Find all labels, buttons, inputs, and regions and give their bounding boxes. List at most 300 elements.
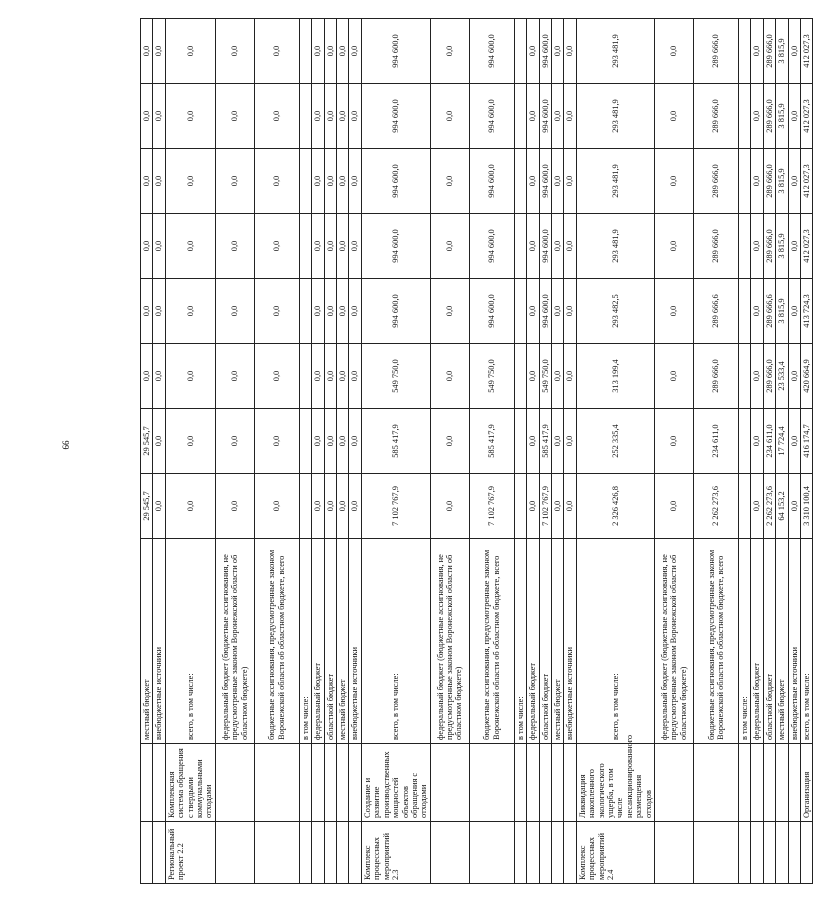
value-cell <box>299 409 311 474</box>
value-cell: 0,0 <box>751 149 763 214</box>
funding-source-cell: внебюджетные источники <box>564 539 576 744</box>
value-cell: 7 102 767,9 <box>361 474 430 539</box>
value-cell: 994 600,0 <box>469 279 514 344</box>
value-cell: 29 545,7 <box>141 409 153 474</box>
funding-source-cell: всего, в том числе: <box>165 539 215 744</box>
value-cell: 0,0 <box>551 19 563 84</box>
program-label-cell <box>312 822 324 884</box>
value-cell: 0,0 <box>324 19 336 84</box>
value-cell <box>514 19 526 84</box>
value-cell: 0,0 <box>788 474 800 539</box>
value-cell: 0,0 <box>215 279 254 344</box>
value-cell: 413 724,3 <box>801 279 813 344</box>
funding-source-cell: всего, в том числе: <box>576 539 654 744</box>
value-cell: 0,0 <box>551 409 563 474</box>
program-name-cell <box>324 744 336 822</box>
value-cell: 289 666,0 <box>694 84 739 149</box>
funding-source-cell: всего, в том числе: <box>361 539 430 744</box>
table-row <box>514 19 526 884</box>
value-cell: 0,0 <box>551 474 563 539</box>
value-cell: 994 600,0 <box>361 84 430 149</box>
value-cell: 0,0 <box>254 84 299 149</box>
value-cell: 0,0 <box>254 474 299 539</box>
value-cell <box>514 409 526 474</box>
value-cell: 0,0 <box>751 214 763 279</box>
value-cell: 0,0 <box>141 214 153 279</box>
table-row <box>469 19 514 884</box>
value-cell: 2 262 273,6 <box>763 474 775 539</box>
value-cell: 549 750,0 <box>539 344 551 409</box>
value-cell: 289 666,0 <box>694 149 739 214</box>
value-cell: 0,0 <box>430 279 469 344</box>
value-cell: 0,0 <box>655 19 694 84</box>
program-label-cell: Комплекс процессных мероприятий 2.3 <box>361 822 430 884</box>
value-cell: 994 600,0 <box>539 149 551 214</box>
budget-table-body <box>141 19 813 884</box>
value-cell: 585 417,9 <box>469 409 514 474</box>
value-cell <box>739 474 751 539</box>
value-cell <box>739 214 751 279</box>
value-cell: 0,0 <box>655 149 694 214</box>
value-cell: 0,0 <box>312 19 324 84</box>
value-cell: 0,0 <box>527 279 539 344</box>
funding-source-cell: всего, в том числе: <box>801 539 813 744</box>
value-cell: 0,0 <box>564 84 576 149</box>
value-cell: 0,0 <box>349 19 361 84</box>
funding-source-cell: бюджетные ассигнования, предусмотренные законом Воронежской области об областном бюджете, всего <box>694 539 739 744</box>
program-label-cell <box>539 822 551 884</box>
funding-source-cell: местный бюджет <box>551 539 563 744</box>
value-cell: 994 600,0 <box>469 19 514 84</box>
value-cell: 234 611,0 <box>763 409 775 474</box>
program-label-cell <box>527 822 539 884</box>
value-cell: 0,0 <box>165 214 215 279</box>
value-cell: 0,0 <box>751 474 763 539</box>
table-row <box>153 19 165 884</box>
funding-source-cell: федеральный бюджет <box>312 539 324 744</box>
program-label-cell <box>763 822 775 884</box>
table-row <box>751 19 763 884</box>
value-cell: 3 815,9 <box>776 149 788 214</box>
value-cell: 0,0 <box>324 344 336 409</box>
program-name-cell <box>788 744 800 822</box>
value-cell: 0,0 <box>337 19 349 84</box>
program-name-cell <box>776 744 788 822</box>
value-cell: 0,0 <box>153 409 165 474</box>
value-cell: 0,0 <box>153 214 165 279</box>
funding-source-cell: внебюджетные источники <box>349 539 361 744</box>
table-row <box>254 19 299 884</box>
value-cell: 0,0 <box>312 214 324 279</box>
value-cell: 0,0 <box>551 149 563 214</box>
value-cell: 994 600,0 <box>539 84 551 149</box>
value-cell: 0,0 <box>564 149 576 214</box>
value-cell: 0,0 <box>527 19 539 84</box>
value-cell: 0,0 <box>655 279 694 344</box>
program-label-cell <box>788 822 800 884</box>
value-cell: 64 153,2 <box>776 474 788 539</box>
value-cell: 17 724,4 <box>776 409 788 474</box>
program-label-cell <box>349 822 361 884</box>
table-row <box>141 19 153 884</box>
value-cell: 994 600,0 <box>539 279 551 344</box>
value-cell: 0,0 <box>349 149 361 214</box>
table-row <box>527 19 539 884</box>
funding-source-cell: федеральный бюджет (бюджетные ассигнования, не предусмотренные законом Воронежской области об областном бюджете) <box>655 539 694 744</box>
table-row <box>337 19 349 884</box>
value-cell: 0,0 <box>324 149 336 214</box>
value-cell: 0,0 <box>564 214 576 279</box>
value-cell: 0,0 <box>655 344 694 409</box>
value-cell: 0,0 <box>324 409 336 474</box>
program-name-cell: Ликвидация накопленного экологического ущерба, в том числе несанкционированного размещения отходов <box>576 744 654 822</box>
value-cell: 0,0 <box>153 279 165 344</box>
table-row <box>539 19 551 884</box>
value-cell: 412 027,3 <box>801 149 813 214</box>
program-label-cell <box>254 822 299 884</box>
value-cell: 7 102 767,9 <box>539 474 551 539</box>
value-cell: 23 533,4 <box>776 344 788 409</box>
value-cell: 0,0 <box>141 19 153 84</box>
value-cell: 0,0 <box>564 279 576 344</box>
value-cell: 416 174,7 <box>801 409 813 474</box>
program-label-cell <box>801 822 813 884</box>
value-cell: 0,0 <box>751 19 763 84</box>
value-cell: 994 600,0 <box>361 19 430 84</box>
funding-source-cell: в том числе: <box>299 539 311 744</box>
value-cell: 0,0 <box>349 84 361 149</box>
table-row <box>655 19 694 884</box>
value-cell <box>299 84 311 149</box>
value-cell: 0,0 <box>215 409 254 474</box>
value-cell: 293 481,9 <box>576 19 654 84</box>
funding-source-cell: местный бюджет <box>141 539 153 744</box>
value-cell: 0,0 <box>349 409 361 474</box>
value-cell: 0,0 <box>324 84 336 149</box>
program-label-cell <box>551 822 563 884</box>
value-cell <box>299 19 311 84</box>
program-name-cell <box>153 744 165 822</box>
table-row <box>739 19 751 884</box>
program-label-cell: Комплекс процессных мероприятий 2.4 <box>576 822 654 884</box>
funding-source-cell: федеральный бюджет (бюджетные ассигнования, не предусмотренные законом Воронежской области об областном бюджете) <box>430 539 469 744</box>
value-cell: 0,0 <box>165 149 215 214</box>
value-cell: 0,0 <box>337 474 349 539</box>
value-cell: 0,0 <box>141 344 153 409</box>
budget-table-sheet <box>140 19 812 884</box>
value-cell: 293 481,9 <box>576 84 654 149</box>
value-cell <box>739 19 751 84</box>
value-cell: 412 027,3 <box>801 84 813 149</box>
program-name-cell <box>739 744 751 822</box>
value-cell: 0,0 <box>153 84 165 149</box>
value-cell: 0,0 <box>751 409 763 474</box>
table-row <box>349 19 361 884</box>
value-cell: 0,0 <box>527 214 539 279</box>
program-label-cell <box>694 822 739 884</box>
table-row <box>299 19 311 884</box>
value-cell: 0,0 <box>254 409 299 474</box>
value-cell: 0,0 <box>349 279 361 344</box>
funding-source-cell: федеральный бюджет <box>527 539 539 744</box>
table-row <box>763 19 775 884</box>
value-cell: 289 666,0 <box>763 19 775 84</box>
value-cell: 0,0 <box>527 409 539 474</box>
value-cell: 994 600,0 <box>539 19 551 84</box>
value-cell <box>299 149 311 214</box>
value-cell: 0,0 <box>312 149 324 214</box>
value-cell: 0,0 <box>551 84 563 149</box>
value-cell <box>514 214 526 279</box>
value-cell: 994 600,0 <box>361 149 430 214</box>
value-cell: 0,0 <box>215 474 254 539</box>
value-cell: 0,0 <box>349 474 361 539</box>
program-label-cell <box>141 822 153 884</box>
value-cell: 0,0 <box>430 149 469 214</box>
funding-source-cell: бюджетные ассигнования, предусмотренные законом Воронежской области об областном бюджете, всего <box>254 539 299 744</box>
value-cell: 313 199,4 <box>576 344 654 409</box>
value-cell: 994 600,0 <box>361 279 430 344</box>
value-cell: 0,0 <box>215 19 254 84</box>
program-label-cell <box>514 822 526 884</box>
value-cell: 0,0 <box>153 344 165 409</box>
value-cell: 0,0 <box>312 409 324 474</box>
page-number: 66 <box>61 440 71 450</box>
value-cell: 0,0 <box>165 474 215 539</box>
value-cell <box>514 279 526 344</box>
program-name-cell: Комплексная система обращения с твердыми коммунальными отходами <box>165 744 215 822</box>
value-cell: 0,0 <box>337 214 349 279</box>
value-cell: 549 750,0 <box>469 344 514 409</box>
value-cell: 0,0 <box>141 279 153 344</box>
program-name-cell: Создание и развитие производственных мощностей объектов обращения с отходами <box>361 744 430 822</box>
program-name-cell <box>215 744 254 822</box>
value-cell: 0,0 <box>215 344 254 409</box>
value-cell: 0,0 <box>751 84 763 149</box>
program-name-cell <box>469 744 514 822</box>
program-name-cell <box>694 744 739 822</box>
value-cell: 994 600,0 <box>361 214 430 279</box>
value-cell: 0,0 <box>165 84 215 149</box>
value-cell: 252 335,4 <box>576 409 654 474</box>
value-cell: 0,0 <box>527 474 539 539</box>
funding-source-cell: местный бюджет <box>776 539 788 744</box>
program-name-cell <box>751 744 763 822</box>
program-name-cell <box>551 744 563 822</box>
value-cell <box>299 214 311 279</box>
program-label-cell <box>776 822 788 884</box>
value-cell: 0,0 <box>215 149 254 214</box>
value-cell: 585 417,9 <box>539 409 551 474</box>
value-cell: 0,0 <box>153 19 165 84</box>
value-cell: 0,0 <box>349 344 361 409</box>
table-row <box>801 19 813 884</box>
program-label-cell <box>153 822 165 884</box>
value-cell: 0,0 <box>564 474 576 539</box>
funding-source-cell: областной бюджет <box>539 539 551 744</box>
value-cell: 0,0 <box>254 279 299 344</box>
value-cell: 0,0 <box>430 474 469 539</box>
value-cell: 0,0 <box>312 279 324 344</box>
value-cell: 0,0 <box>788 19 800 84</box>
value-cell: 0,0 <box>312 344 324 409</box>
program-name-cell <box>564 744 576 822</box>
program-label-cell <box>564 822 576 884</box>
value-cell: 289 666,0 <box>694 19 739 84</box>
program-label-cell <box>751 822 763 884</box>
value-cell: 0,0 <box>527 84 539 149</box>
value-cell: 0,0 <box>153 474 165 539</box>
value-cell <box>739 84 751 149</box>
value-cell: 0,0 <box>153 149 165 214</box>
value-cell: 0,0 <box>254 344 299 409</box>
table-row <box>694 19 739 884</box>
program-name-cell <box>514 744 526 822</box>
value-cell <box>514 84 526 149</box>
value-cell <box>739 149 751 214</box>
value-cell: 0,0 <box>312 474 324 539</box>
value-cell: 0,0 <box>337 149 349 214</box>
program-label-cell <box>469 822 514 884</box>
value-cell: 3 815,9 <box>776 214 788 279</box>
value-cell: 0,0 <box>324 474 336 539</box>
value-cell: 994 600,0 <box>469 214 514 279</box>
value-cell: 0,0 <box>324 279 336 344</box>
program-label-cell <box>655 822 694 884</box>
program-name-cell <box>337 744 349 822</box>
value-cell: 3 815,9 <box>776 279 788 344</box>
value-cell: 0,0 <box>215 214 254 279</box>
value-cell: 412 027,3 <box>801 214 813 279</box>
value-cell: 0,0 <box>788 409 800 474</box>
funding-source-cell: в том числе: <box>739 539 751 744</box>
value-cell: 0,0 <box>141 84 153 149</box>
value-cell: 0,0 <box>337 279 349 344</box>
value-cell: 293 482,5 <box>576 279 654 344</box>
program-name-cell <box>312 744 324 822</box>
value-cell: 0,0 <box>788 279 800 344</box>
program-name-cell <box>141 744 153 822</box>
value-cell: 0,0 <box>337 409 349 474</box>
program-label-cell <box>299 822 311 884</box>
value-cell: 234 611,0 <box>694 409 739 474</box>
program-name-cell <box>430 744 469 822</box>
program-label-cell <box>337 822 349 884</box>
funding-source-cell: областной бюджет <box>763 539 775 744</box>
funding-source-cell: федеральный бюджет (бюджетные ассигнования, не предусмотренные законом Воронежской области об областном бюджете) <box>215 539 254 744</box>
value-cell: 0,0 <box>165 344 215 409</box>
value-cell: 0,0 <box>349 214 361 279</box>
value-cell: 994 600,0 <box>539 214 551 279</box>
value-cell: 0,0 <box>527 344 539 409</box>
value-cell: 0,0 <box>788 214 800 279</box>
program-name-cell <box>349 744 361 822</box>
value-cell <box>299 344 311 409</box>
value-cell: 0,0 <box>751 344 763 409</box>
value-cell: 0,0 <box>165 19 215 84</box>
table-row <box>165 19 215 884</box>
program-name-cell <box>655 744 694 822</box>
value-cell: 289 666,0 <box>763 214 775 279</box>
program-label-cell: Региональный проект 2.2 <box>165 822 215 884</box>
value-cell: 293 481,9 <box>576 214 654 279</box>
value-cell: 0,0 <box>655 84 694 149</box>
value-cell: 3 310 100,4 <box>801 474 813 539</box>
table-row <box>324 19 336 884</box>
value-cell: 0,0 <box>751 279 763 344</box>
value-cell: 0,0 <box>655 474 694 539</box>
value-cell: 0,0 <box>165 279 215 344</box>
value-cell: 0,0 <box>564 19 576 84</box>
value-cell: 0,0 <box>788 344 800 409</box>
value-cell: 0,0 <box>564 409 576 474</box>
value-cell: 0,0 <box>551 279 563 344</box>
funding-source-cell: бюджетные ассигнования, предусмотренные законом Воронежской области об областном бюджете, всего <box>469 539 514 744</box>
table-row <box>776 19 788 884</box>
value-cell: 3 815,9 <box>776 19 788 84</box>
value-cell: 0,0 <box>527 149 539 214</box>
table-row <box>215 19 254 884</box>
value-cell: 0,0 <box>215 84 254 149</box>
value-cell: 0,0 <box>337 84 349 149</box>
value-cell: 0,0 <box>254 19 299 84</box>
value-cell <box>299 279 311 344</box>
table-row <box>551 19 563 884</box>
table-row <box>430 19 469 884</box>
funding-source-cell: внебюджетные источники <box>788 539 800 744</box>
value-cell: 7 102 767,9 <box>469 474 514 539</box>
value-cell: 0,0 <box>430 19 469 84</box>
value-cell: 585 417,9 <box>361 409 430 474</box>
value-cell: 289 666,0 <box>763 344 775 409</box>
value-cell: 289 666,0 <box>763 149 775 214</box>
value-cell: 0,0 <box>165 409 215 474</box>
budget-table <box>140 18 813 884</box>
value-cell: 412 027,3 <box>801 19 813 84</box>
value-cell: 0,0 <box>430 214 469 279</box>
program-name-cell <box>539 744 551 822</box>
value-cell: 289 666,0 <box>763 84 775 149</box>
value-cell: 0,0 <box>551 344 563 409</box>
funding-source-cell: в том числе: <box>514 539 526 744</box>
value-cell: 2 326 426,8 <box>576 474 654 539</box>
value-cell: 994 600,0 <box>469 149 514 214</box>
funding-source-cell: федеральный бюджет <box>751 539 763 744</box>
table-row <box>312 19 324 884</box>
value-cell: 0,0 <box>312 84 324 149</box>
value-cell: 29 545,7 <box>141 474 153 539</box>
program-name-cell <box>254 744 299 822</box>
value-cell: 289 666,0 <box>694 214 739 279</box>
table-row <box>788 19 800 884</box>
value-cell <box>514 344 526 409</box>
program-label-cell <box>430 822 469 884</box>
value-cell: 0,0 <box>655 409 694 474</box>
program-label-cell <box>324 822 336 884</box>
value-cell <box>739 279 751 344</box>
program-name-cell: Организация <box>801 744 813 822</box>
table-row <box>564 19 576 884</box>
value-cell: 0,0 <box>564 344 576 409</box>
value-cell: 0,0 <box>655 214 694 279</box>
value-cell: 289 666,6 <box>694 279 739 344</box>
value-cell <box>514 149 526 214</box>
value-cell: 289 666,0 <box>694 344 739 409</box>
value-cell <box>739 344 751 409</box>
value-cell: 0,0 <box>254 149 299 214</box>
value-cell: 3 815,9 <box>776 84 788 149</box>
value-cell: 0,0 <box>324 214 336 279</box>
